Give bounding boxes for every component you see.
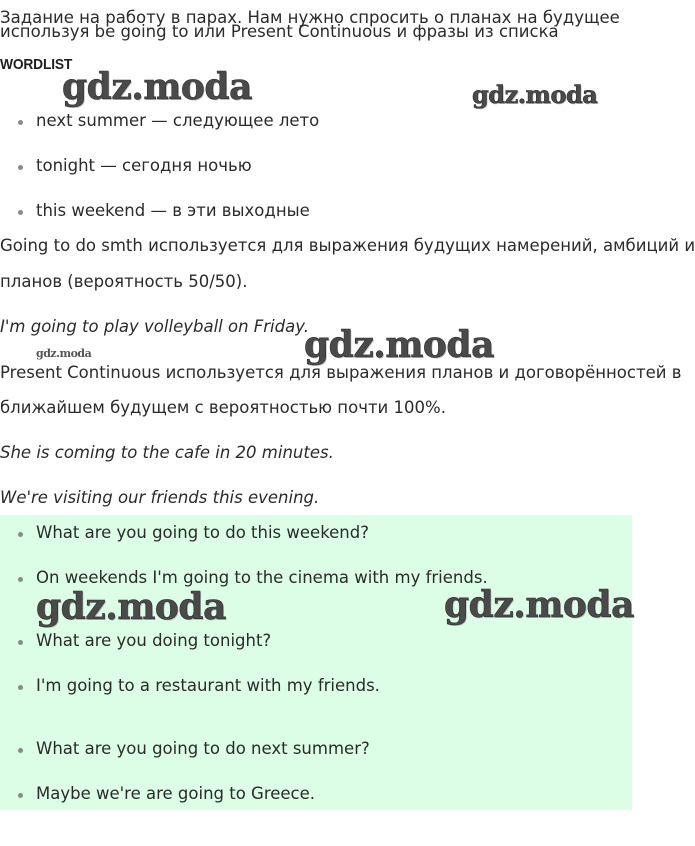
wordlist-item: this weekend — в эти выходные xyxy=(36,201,310,220)
dialogue-box xyxy=(0,515,632,810)
watermark-logo: gdz.moda xyxy=(472,80,598,109)
going-to-rule-line-2: планов (вероятность 50/50). xyxy=(0,272,248,291)
present-continuous-rule-line-1: Present Continuous используется для выражения планов и договорённостей в xyxy=(0,363,682,382)
dialogue-line: Maybe we're are going to Greece. xyxy=(36,784,316,803)
watermark-logo: gdz.moda xyxy=(444,584,634,626)
dialogue-line: On weekends I'm going to the cinema with my friends. xyxy=(36,568,488,587)
dialogue-line: What are you going to do this weekend? xyxy=(36,523,369,542)
dialogue-line: What are you going to do next summer? xyxy=(36,739,370,758)
dialogue-line: What are you doing tonight? xyxy=(36,631,272,650)
watermark-logo: gdz.moda xyxy=(36,586,226,628)
going-to-rule-line-1: Going to do smth используется для выражения будущих намерений, амбиций и xyxy=(0,236,695,255)
intro-text: Задание на работу в парах. Нам нужно спросить о планах на будущее xyxy=(0,8,620,27)
wordlist-item: next summer — следующее лето xyxy=(36,111,320,130)
wordlist-item: tonight — сегодня ночью xyxy=(36,156,252,175)
dialogue-line: I'm going to a restaurant with my friends. xyxy=(36,676,380,695)
watermark-logo: gdz.moda xyxy=(304,324,494,366)
going-to-example: I'm going to play volleyball on Friday. xyxy=(0,317,309,336)
wordlist-heading: WORDLIST xyxy=(0,56,73,73)
watermark-logo: gdz.moda xyxy=(62,66,252,108)
present-continuous-example: She is coming to the cafe in 20 minutes. xyxy=(0,443,334,462)
intro-text-clipped-line xyxy=(0,22,680,46)
intro-text-line-2: используя be going to или Present Continuous и фразы из списка xyxy=(0,22,559,41)
present-continuous-rule-line-2: ближайшем будущем с вероятностью почти 100%. xyxy=(0,398,446,417)
watermark-logo: gdz.moda xyxy=(36,347,92,360)
present-continuous-example: We're visiting our friends this evening. xyxy=(0,488,320,507)
